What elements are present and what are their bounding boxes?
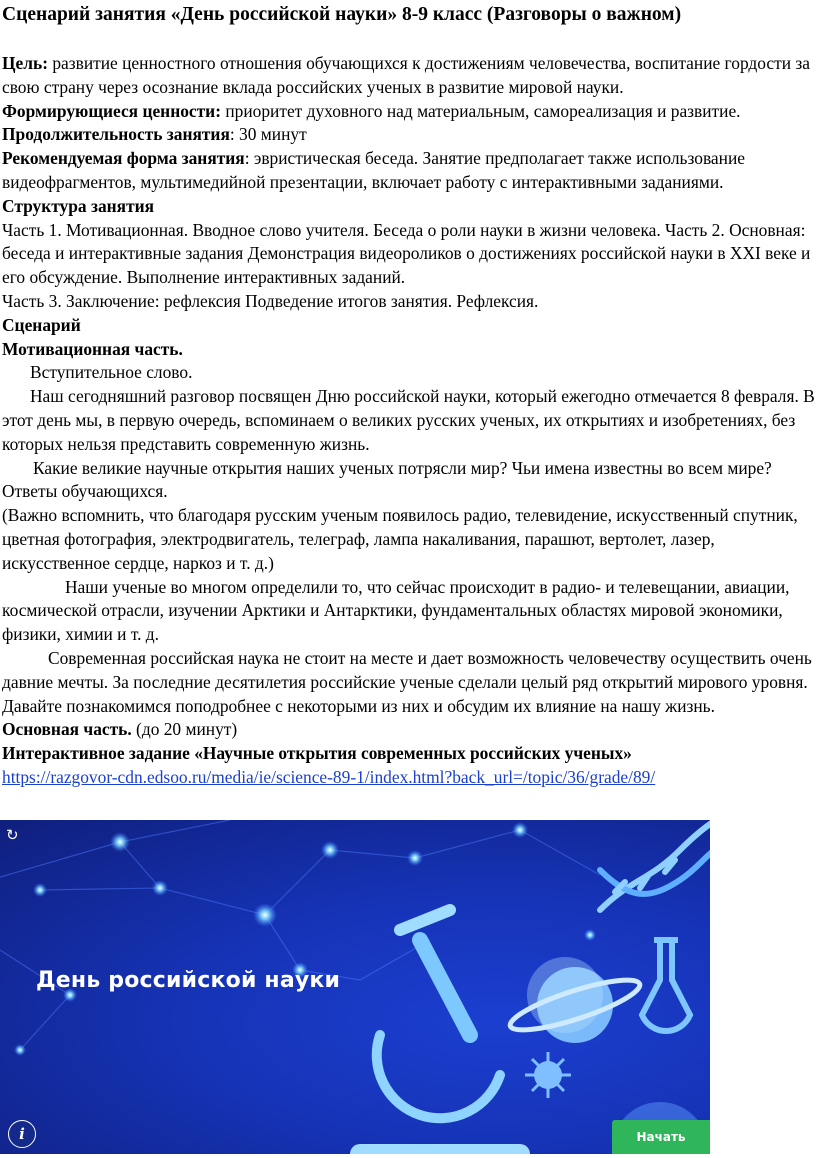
interactive-task-banner[interactable] (0, 820, 710, 1154)
task-heading: Интерактивное задание «Научные открытия современных российских ученых» (2, 743, 632, 764)
structure-part12: Часть 1. Мотивационная. Вводное слово учителя. Беседа о роли науки в жизни человека. Часть 2. Основная: беседа и интерактивные задания Демонстрация видеороликов о достижениях российской науки в XXI веке и его обсуждение. Выполнение интерактивных заданий. (2, 219, 811, 288)
duration-label: Продолжительность занятия (2, 124, 230, 145)
info-icon[interactable]: i (8, 1120, 36, 1148)
form-text: : эвристическая беседа. Занятие предполагает также использование видеофрагментов, мультимедийной презентации, включает работу с интерактивными заданиями. (2, 148, 745, 192)
glowing-nodes (14, 822, 596, 1056)
refresh-icon[interactable]: ↻ (6, 826, 19, 844)
scenario-heading: Сценарий (2, 314, 81, 335)
task-link[interactable]: https://razgovor-cdn.edsoo.ru/media/ie/science-89-1/index.html?back_url=/topic/36/grade/89/ (2, 766, 656, 787)
structure-part3: Часть 3. Заключение: рефлексия Подведение итогов занятия. Рефлексия. (2, 290, 539, 311)
start-button[interactable]: Начать (612, 1120, 710, 1154)
microscope-icon (360, 910, 520, 1154)
motivation-heading: Мотивационная часть. (2, 338, 183, 359)
task-link-line (0, 766, 816, 790)
motivation-paragraph-4: Наши ученые во многом определили то, что сейчас происходит в радио- и телевещании, авиации, космической отрасли, изучении Арктики и Антарктики, фундаментальных областях мировой экономики, физики, химии и т. д. (2, 576, 790, 645)
form-paragraph (0, 147, 816, 195)
flask-icon (642, 940, 690, 1031)
goal-label: Цель: (2, 53, 48, 73)
values-paragraph (0, 100, 816, 124)
goal-text: развитие ценностного отношения обучающихся к достижениям человечества, воспитание гордости за свою страну через осознание вклада российских ученых в развитие мировой науки. (2, 53, 810, 97)
banner-title: День российской науки (36, 968, 341, 993)
main-part-label: Основная часть. (2, 719, 132, 740)
motivation-paragraph-2: Какие великие научные открытия наших ученых потрясли мир? Чьи имена известны во всем мире? Ответы обучающихся. (2, 457, 772, 502)
main-part-paragraph (0, 718, 816, 742)
structure-heading: Структура занятия (2, 195, 155, 216)
virus-icon (525, 1052, 571, 1098)
motivation-paragraph-1: Наш сегодняшний разговор посвящен Дню российской науки, который ежегодно отмечается 8 февраля. В этот день мы, в первую очередь, вспоминаем о великих русских ученых, их открытиях и изобретениях, без которых нельзя представить современную жизнь. (2, 386, 815, 454)
values-label: Формирующиеся ценности: (2, 100, 221, 121)
motivation-paragraph-3: (Важно вспомнить, что благодаря русским ученым появилось радио, телевидение, искусственный спутник, цветная фотография, электродвигатель, телеграф, лампа накаливания, парашют, вертолет, лазер, искусственное сердце, наркоз и т. д.) (2, 505, 798, 573)
values-text: приоритет духовного над материальным, самореализация и развитие. (221, 100, 741, 121)
duration-paragraph (0, 123, 816, 147)
dna-icon (600, 820, 710, 910)
page-title: Сценарий занятия «День российской науки» 8-9 класс (Разговоры о важном) (2, 4, 682, 25)
motivation-paragraph-5: Современная российская наука не стоит на месте и дает возможность человечеству осуществить очень давние мечты. За последние десятилетия российские ученые сделали целый ряд открытий мирового уровня. Давайте познакомимся поподробнее с некоторыми из них и обсудим их влияние на нашу жизнь. (2, 647, 812, 716)
duration-text: : 30 минут (229, 124, 307, 145)
motivation-intro: Вступительное слово. (30, 362, 193, 383)
main-part-text: (до 20 минут) (131, 719, 238, 740)
form-label: Рекомендуемая форма занятия (2, 148, 245, 169)
planet-icon (506, 957, 644, 1043)
goal-paragraph (0, 52, 816, 100)
network-lines (0, 820, 600, 1050)
